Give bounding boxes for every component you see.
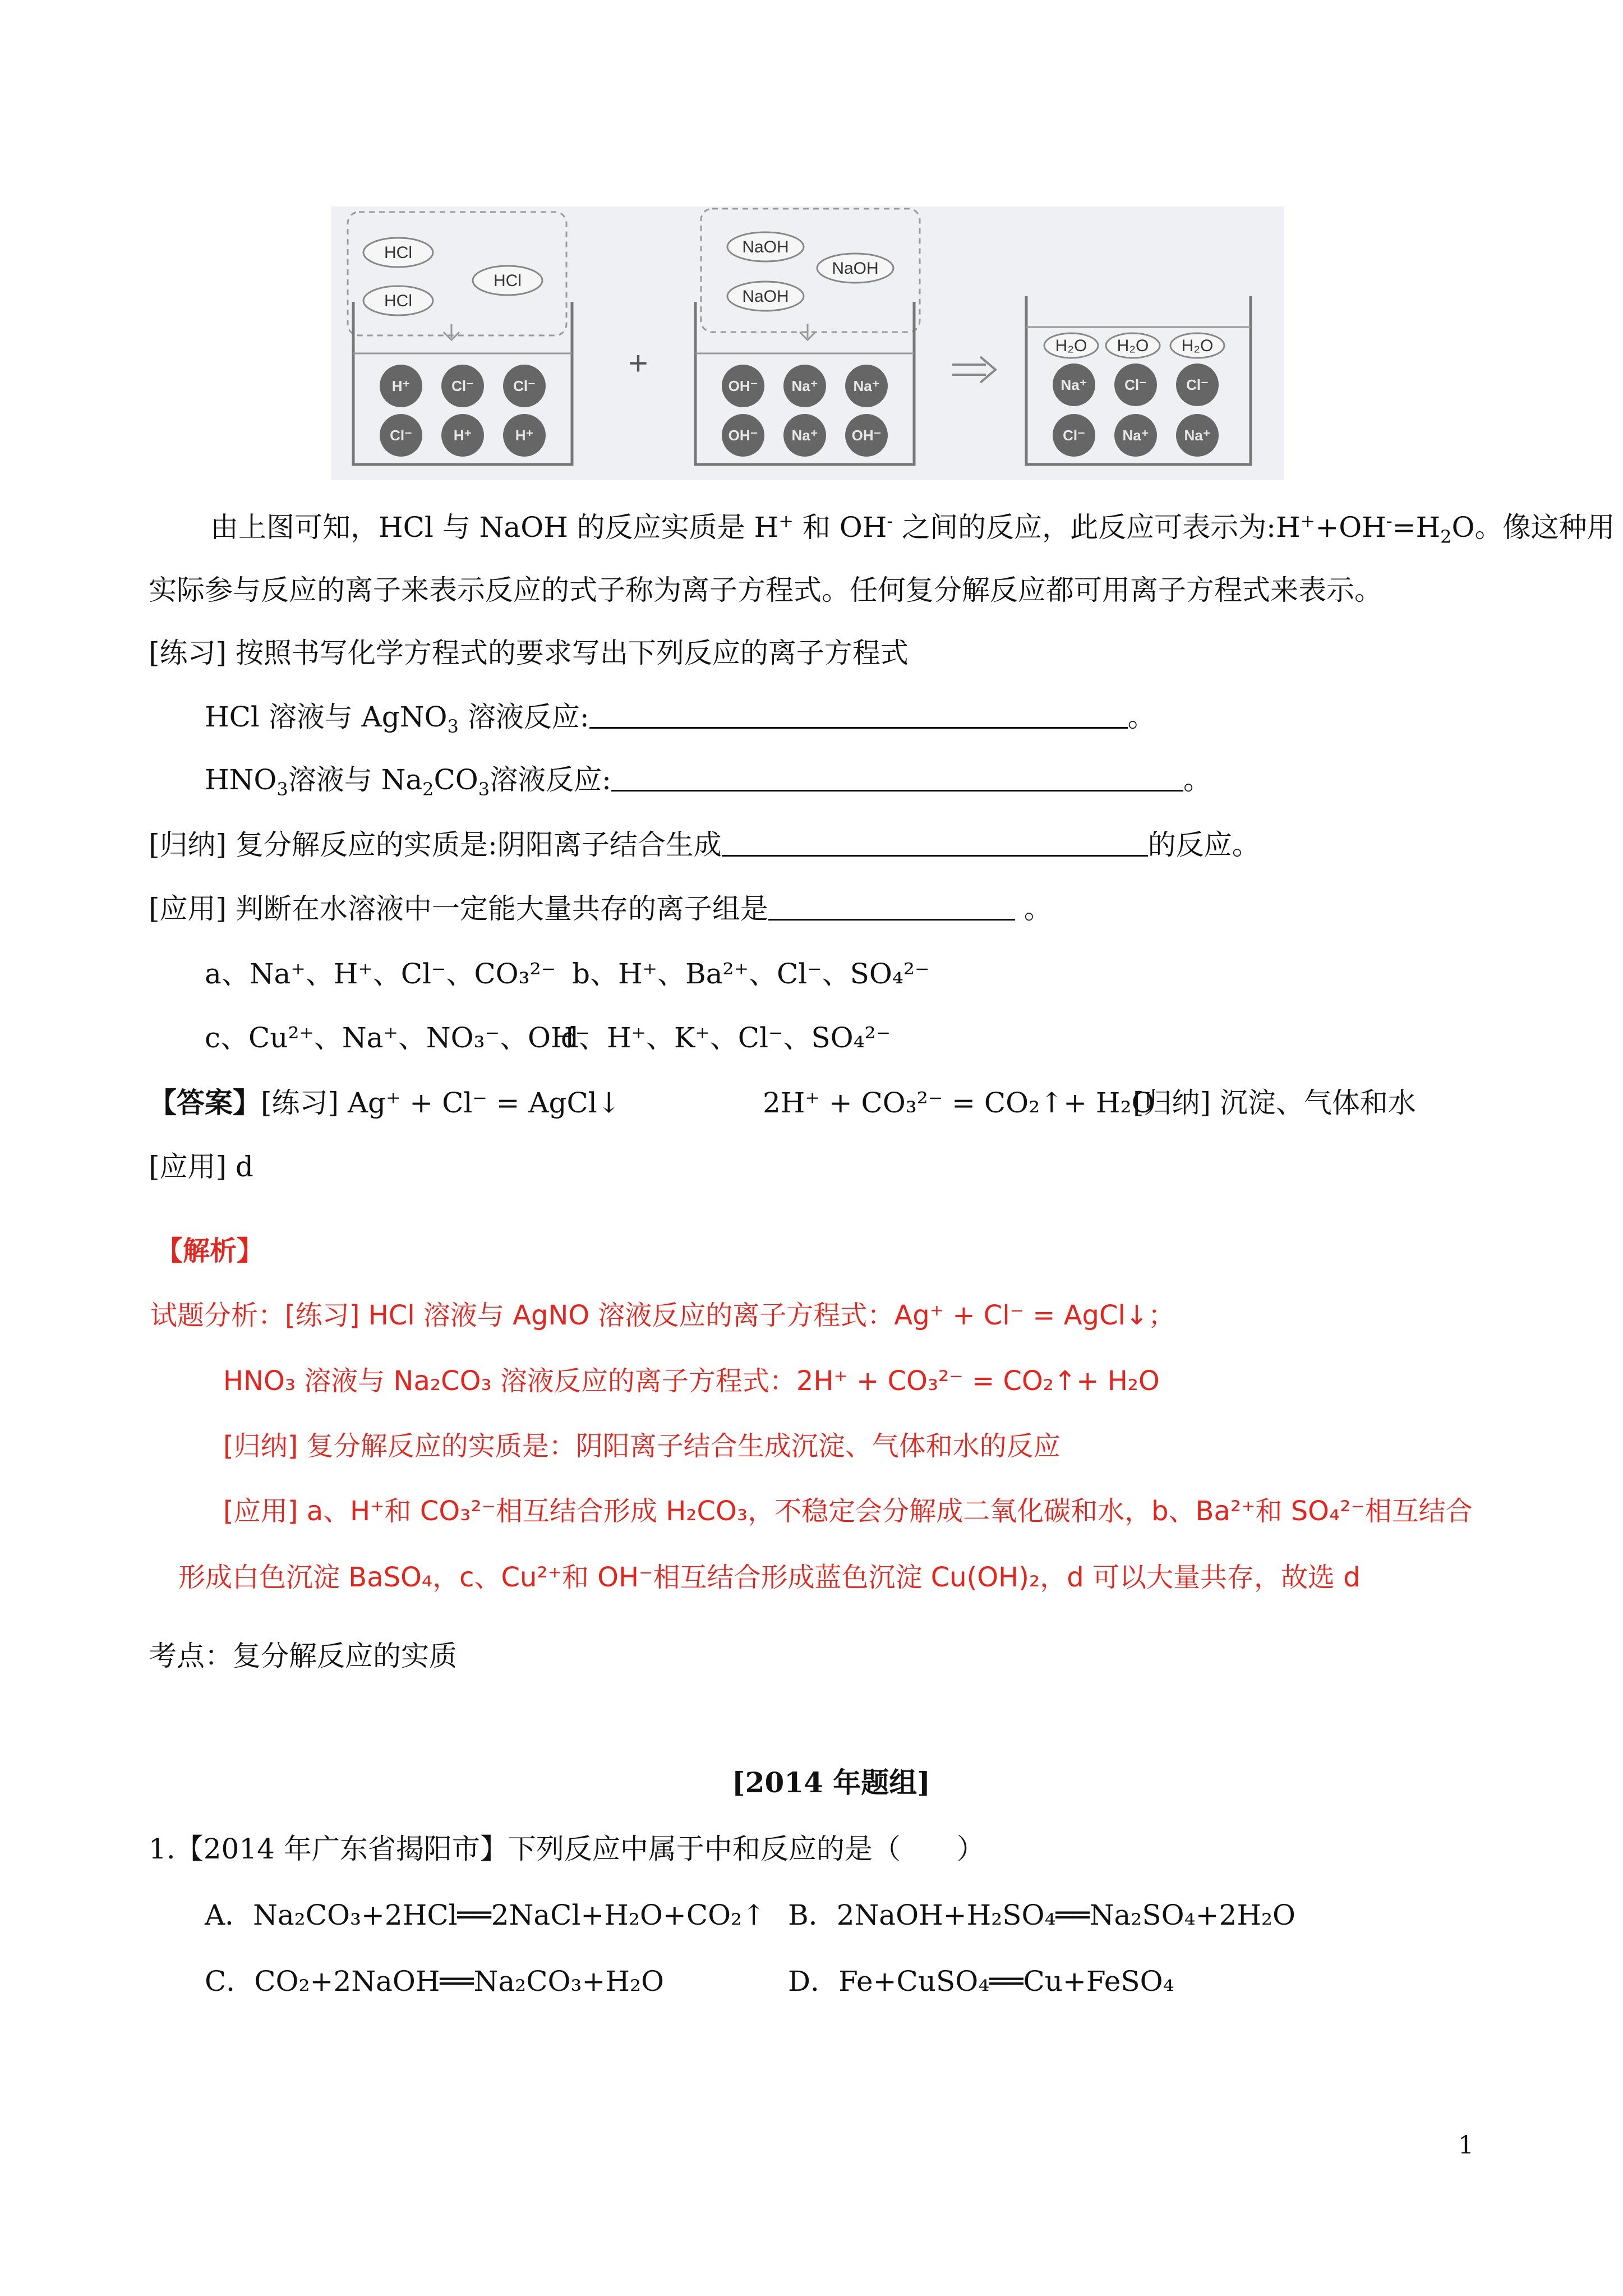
text: [应用] 判断在水溶液中一定能大量共存的离子组是	[149, 892, 768, 925]
subscript: 2	[422, 779, 434, 800]
page-number: 1	[1458, 2131, 1474, 2160]
analysis-line-2: HNO₃ 溶液与 Na₂CO₃ 溶液反应的离子方程式：2H⁺ + CO₃²⁻ = CO₂↑+ H₂O	[223, 1365, 1160, 1397]
ion-label: H⁺	[391, 378, 411, 394]
ion-label: OH⁻	[851, 427, 882, 444]
subscript: 3	[478, 779, 490, 800]
answer-blank[interactable]	[768, 894, 1015, 921]
molecule-label: H₂O	[1055, 337, 1087, 355]
molecule-label: NaOH	[832, 259, 879, 278]
topic-note: 考点：复分解反应的实质	[149, 1640, 457, 1672]
answer-application: [应用] d	[149, 1151, 253, 1183]
question-1-option-b: B．2NaOH+H₂SO₄══Na₂SO₄+2H₂O	[788, 1899, 1295, 1931]
superscript: -	[887, 510, 893, 532]
subscript: 3	[447, 716, 459, 737]
summary-line	[149, 828, 1260, 862]
ion-label: Cl⁻	[513, 378, 536, 394]
ion-label: OH⁻	[728, 378, 758, 394]
molecule-label: HCl	[384, 243, 412, 262]
practice-question-2	[205, 763, 1211, 800]
text: 溶液反应:	[458, 701, 589, 733]
text: 由上图可知，HCl 与 NaOH 的反应实质是 H	[210, 511, 779, 544]
option-b: b、H⁺、Ba²⁺、Cl⁻、SO₄²⁻	[572, 958, 930, 990]
answer-label: 【答案】	[149, 1086, 261, 1119]
option-c: c、Cu²⁺、Na⁺、NO₃⁻、OH⁻	[205, 1022, 591, 1054]
answer-blank[interactable]	[722, 830, 1148, 857]
molecule-label: NaOH	[742, 287, 789, 306]
answer-blank[interactable]	[589, 702, 1128, 729]
molecule-label: HCl	[494, 272, 522, 290]
superscript: +	[1300, 510, 1316, 532]
ion-label: Na⁺	[1122, 427, 1149, 444]
text: 溶液与 Na	[288, 763, 423, 796]
molecule-label: H₂O	[1117, 337, 1149, 355]
subscript: 3	[276, 779, 288, 800]
ion-label: H⁺	[453, 427, 472, 444]
ion-label: Cl⁻	[1186, 376, 1209, 393]
beaker-product	[1026, 296, 1251, 464]
reaction-diagram-svg	[331, 206, 1284, 480]
plus-sign: +	[628, 344, 648, 382]
text: 溶液反应:	[490, 763, 611, 796]
superscript: +	[778, 510, 794, 532]
text: 和 OH	[794, 511, 887, 544]
text: 之间的反应，此反应可表示为:H	[893, 511, 1301, 544]
superscript: -	[1386, 510, 1393, 532]
text: +OH	[1315, 511, 1386, 544]
text: 的反应。	[1147, 829, 1260, 861]
beaker-naoh	[695, 209, 920, 464]
analysis-label: 【解析】	[156, 1235, 264, 1267]
ion-label: H⁺	[515, 427, 534, 444]
ion-label: Na⁺	[1061, 376, 1087, 393]
analysis-line-1: 试题分析：[练习] HCl 溶液与 AgNO 溶液反应的离子方程式：Ag⁺ + Cl⁻ = AgCl↓；	[150, 1300, 1175, 1331]
text: CO	[434, 763, 478, 796]
application-line	[149, 892, 1052, 926]
question-1-option-d: D．Fe+CuSO₄══Cu+FeSO₄	[788, 1965, 1174, 1998]
practice-heading: [练习] 按照书写化学方程式的要求写出下列反应的离子方程式	[149, 637, 909, 669]
answer-equation-2: 2H⁺ + CO₃²⁻ = CO₂↑+ H₂O	[763, 1087, 1155, 1119]
answer-blank[interactable]	[611, 765, 1183, 792]
text: [归纳] 复分解反应的实质是:阴阳离子结合生成	[149, 829, 722, 861]
ion-label: Cl⁻	[451, 378, 474, 394]
reaction-diagram-figure	[331, 206, 1284, 480]
question-1-option-c: C．CO₂+2NaOH══Na₂CO₃+H₂O	[205, 1965, 665, 1998]
answer-line	[149, 1086, 621, 1120]
practice-question-1	[205, 700, 1156, 737]
ion-label: Cl⁻	[390, 427, 412, 444]
subscript: 2	[1440, 526, 1452, 547]
molecule-label: NaOH	[742, 238, 789, 256]
text: 。	[1015, 892, 1052, 925]
ion-label: Na⁺	[1184, 427, 1211, 444]
analysis-line-4: [应用] a、H⁺和 CO₃²⁻相互结合形成 H₂CO₃，不稳定会分解成二氧化碳和水，b、Ba²⁺和 SO₄²⁻相互结合	[223, 1496, 1473, 1527]
ion-label: Na⁺	[791, 427, 818, 444]
option-d: d、H⁺、K⁺、Cl⁻、SO₄²⁻	[561, 1022, 891, 1054]
molecule-label: HCl	[384, 292, 412, 310]
section-title: [2014 年题组]	[732, 1766, 930, 1799]
text: 。	[1127, 701, 1156, 733]
ion-label: Na⁺	[853, 378, 880, 394]
option-a: a、Na⁺、H⁺、Cl⁻、CO₃²⁻	[205, 958, 556, 990]
text: =H	[1392, 511, 1441, 544]
text: 。	[1183, 763, 1211, 796]
molecule-label: H₂O	[1181, 337, 1214, 355]
text: O。像这种用	[1451, 511, 1615, 544]
intro-paragraph-line1	[210, 510, 1615, 547]
analysis-line-3: [归纳] 复分解反应的实质是：阴阳离子结合生成沉淀、气体和水的反应	[223, 1430, 1061, 1462]
ion-label: Cl⁻	[1124, 376, 1147, 393]
answer-summary: [归纳] 沉淀、气体和水	[1133, 1087, 1416, 1119]
reaction-arrow	[952, 357, 995, 383]
text: HNO	[205, 763, 277, 796]
ion-label: OH⁻	[728, 427, 758, 444]
question-1-option-a: A．Na₂CO₃+2HCl══2NaCl+H₂O+CO₂↑	[205, 1899, 766, 1931]
intro-paragraph-line2: 实际参与反应的离子来表示反应的式子称为离子方程式。任何复分解反应都可用离子方程式来表示。	[149, 574, 1382, 606]
text: HCl 溶液与 AgNO	[205, 701, 448, 733]
question-1-stem: 1.【2014 年广东省揭阳市】下列反应中属于中和反应的是（ ）	[149, 1833, 985, 1865]
ion-label: Cl⁻	[1063, 427, 1085, 444]
analysis-line-5: 形成白色沉淀 BaSO₄，c、Cu²⁺和 OH⁻相互结合形成蓝色沉淀 Cu(OH)₂，d 可以大量共存，故选 d	[178, 1562, 1361, 1593]
answer-practice: [练习] Ag⁺ + Cl⁻ = AgCl↓	[261, 1087, 621, 1119]
beaker-hcl	[348, 212, 572, 464]
ion-label: Na⁺	[791, 378, 818, 394]
